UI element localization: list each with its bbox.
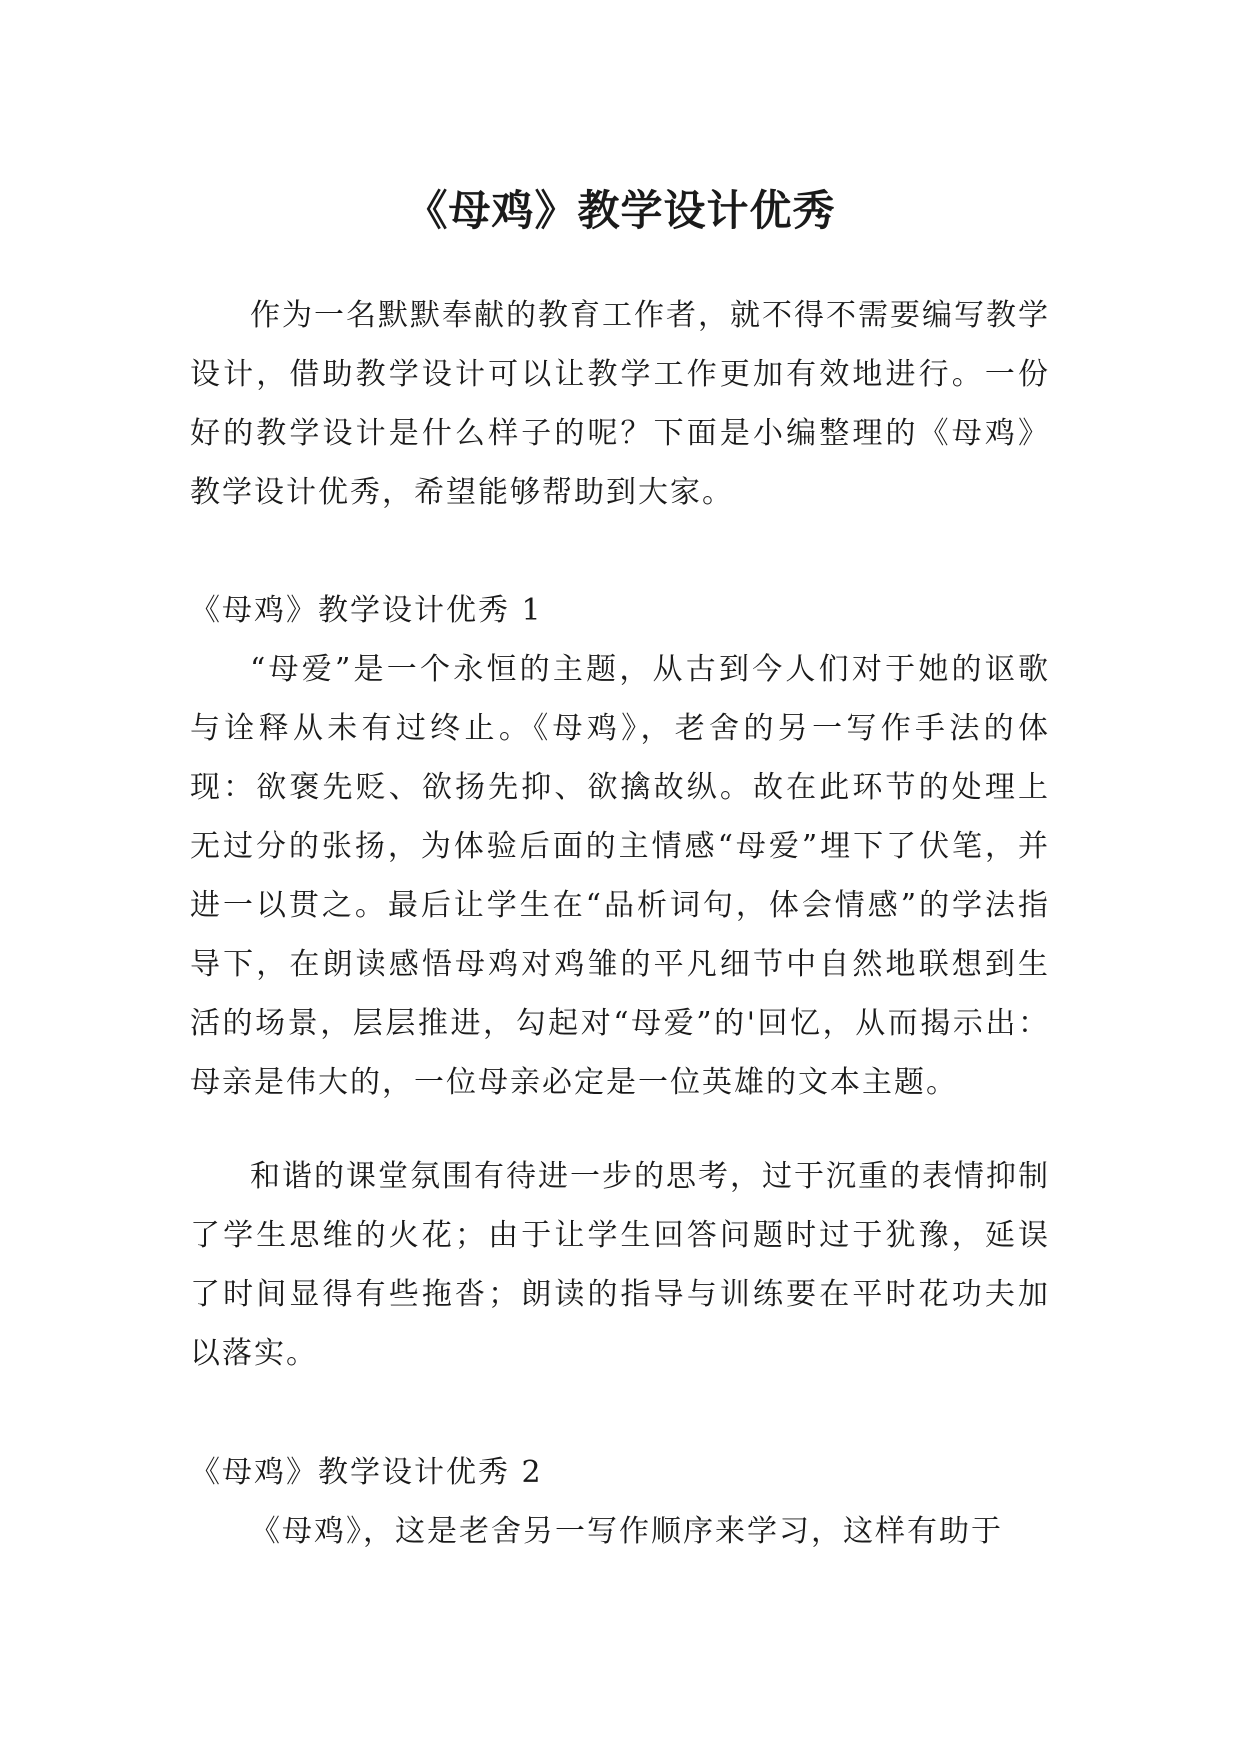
section-2-heading-block bbox=[190, 1443, 1050, 1502]
section-1-paragraph-1-block bbox=[190, 640, 1050, 1112]
section-paragraph: 《母鸡》，这是老舍另一写作顺序来学习，这样有助于 bbox=[250, 1514, 1003, 1549]
section-1-paragraph-2-block bbox=[190, 1147, 1050, 1383]
section-1-heading-block bbox=[190, 581, 1050, 640]
section-heading: 《母鸡》教学设计优秀 2 bbox=[190, 1455, 543, 1490]
section-paragraph: 和谐的课堂氛围有待进一步的思考，过于沉重的表情抑制了学生思维的火花；由于让学生回答问题时过于犹豫，延误了时间显得有些拖沓；朗读的指导与训练要在平时花功夫加以落实。 bbox=[190, 1159, 1050, 1371]
intro-block bbox=[190, 286, 1050, 522]
section-2-paragraph-1-block bbox=[190, 1502, 1050, 1561]
section-paragraph: “母爱”是一个永恒的主题，从古到今人们对于她的讴歌与诠释从未有过终止。《母鸡》，老舍的另一写作手法的体现：欲褒先贬、欲扬先抑、欲擒故纵。故在此环节的处理上无过分的张扬，为体验后面的主情感“母爱”埋下了伏笔，并进一以贯之。最后让学生在“品析词句，体会情感”的学法指导下，在朗读感悟母鸡对鸡雏的平凡细节中自然地联想到生活的场景，层层推进，勾起对“母爱”的'回忆，从而揭示出：母亲是伟大的，一位母亲必定是一位英雄的文本主题。 bbox=[190, 652, 1050, 1100]
section-heading: 《母鸡》教学设计优秀 1 bbox=[190, 593, 543, 628]
intro-paragraph: 作为一名默默奉献的教育工作者，就不得不需要编写教学设计，借助教学设计可以让教学工作更加有效地进行。一份好的教学设计是什么样子的呢？下面是小编整理的《母鸡》教学设计优秀，希望能够帮助到大家。 bbox=[190, 298, 1050, 510]
document-title: 《母鸡》教学设计优秀 bbox=[405, 186, 836, 236]
